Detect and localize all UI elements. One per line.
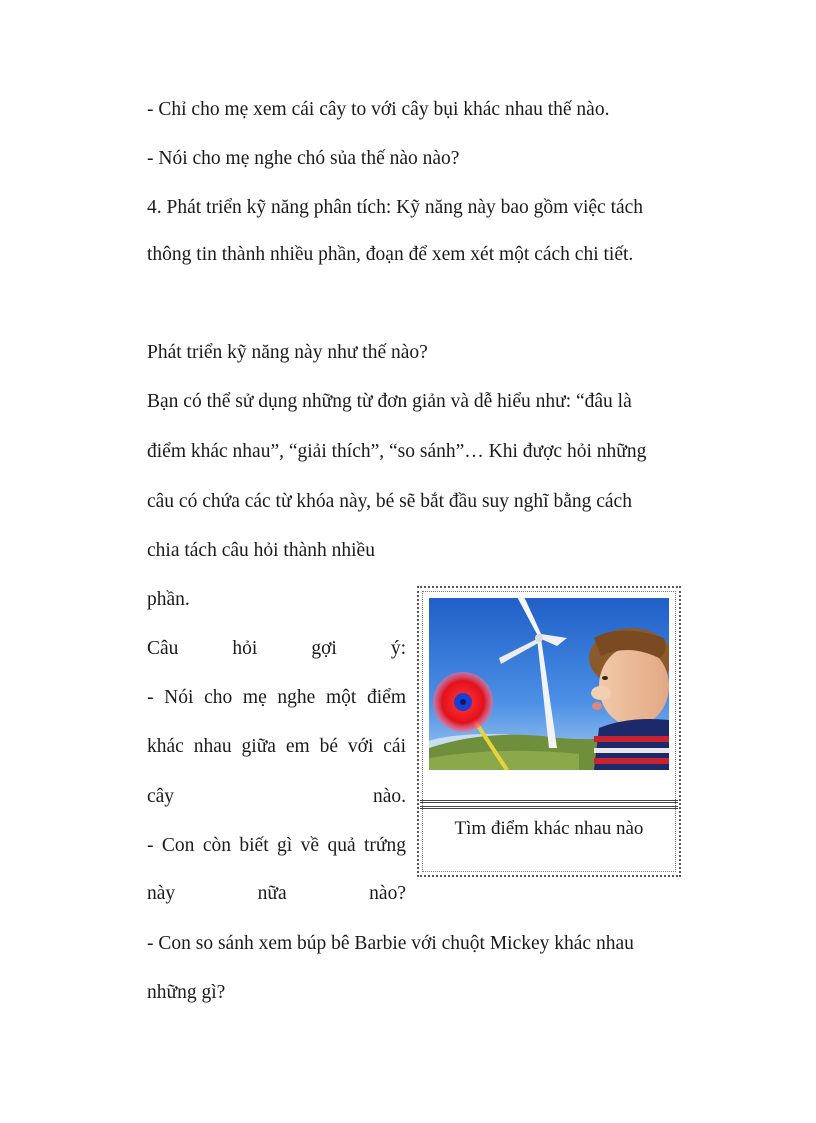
word: nào.: [372, 786, 406, 807]
line-15: - Con còn biết gì về quả trứng: [147, 835, 406, 856]
line-12: - Nói cho mẹ nghe một điểm: [147, 687, 406, 708]
word: hỏi: [232, 638, 258, 659]
word: nào?: [369, 883, 406, 904]
photo-child-windmill: [429, 598, 669, 770]
line-4: thông tin thành nhiều phần, đoạn để xem xét một cách chi tiết.: [147, 244, 634, 265]
line-14: [147, 785, 406, 809]
line-18: những gì?: [147, 982, 226, 1003]
line-5: Phát triển kỹ năng này như thế nào?: [147, 342, 428, 363]
line-8: câu có chứa các từ khóa này, bé sẽ bắt đầu suy nghĩ bằng cách: [147, 491, 632, 512]
line-10: phần.: [147, 589, 190, 610]
word: này: [147, 883, 176, 904]
line-6: Bạn có thể sử dụng những từ đơn giản và dễ hiểu như: “đâu là: [147, 391, 632, 412]
line-16: [147, 882, 406, 906]
word: cây: [147, 786, 175, 807]
line-3: 4. Phát triển kỹ năng phân tích: Kỹ năng này bao gồm việc tách: [147, 197, 644, 218]
line-11: [147, 637, 406, 661]
figure-photo: [429, 598, 669, 770]
line-13: khác nhau giữa em bé với cái: [147, 736, 406, 757]
line-7: điểm khác nhau”, “giải thích”, “so sánh”… Khi được hỏi những: [147, 441, 647, 462]
word: nữa: [257, 883, 287, 904]
line-1: - Chỉ cho mẹ xem cái cây to với cây bụi khác nhau thế nào.: [147, 99, 610, 120]
word: gợi: [311, 638, 337, 659]
figure-caption: Tìm điểm khác nhau nào: [420, 806, 678, 874]
line-9: chia tách câu hỏi thành nhiều: [147, 540, 375, 561]
word: Câu: [147, 638, 179, 659]
line-17: - Con so sánh xem búp bê Barbie với chuột Mickey khác nhau: [147, 933, 634, 954]
line-2: - Nói cho mẹ nghe chó sủa thế nào nào?: [147, 148, 460, 169]
word: ý:: [390, 638, 406, 659]
